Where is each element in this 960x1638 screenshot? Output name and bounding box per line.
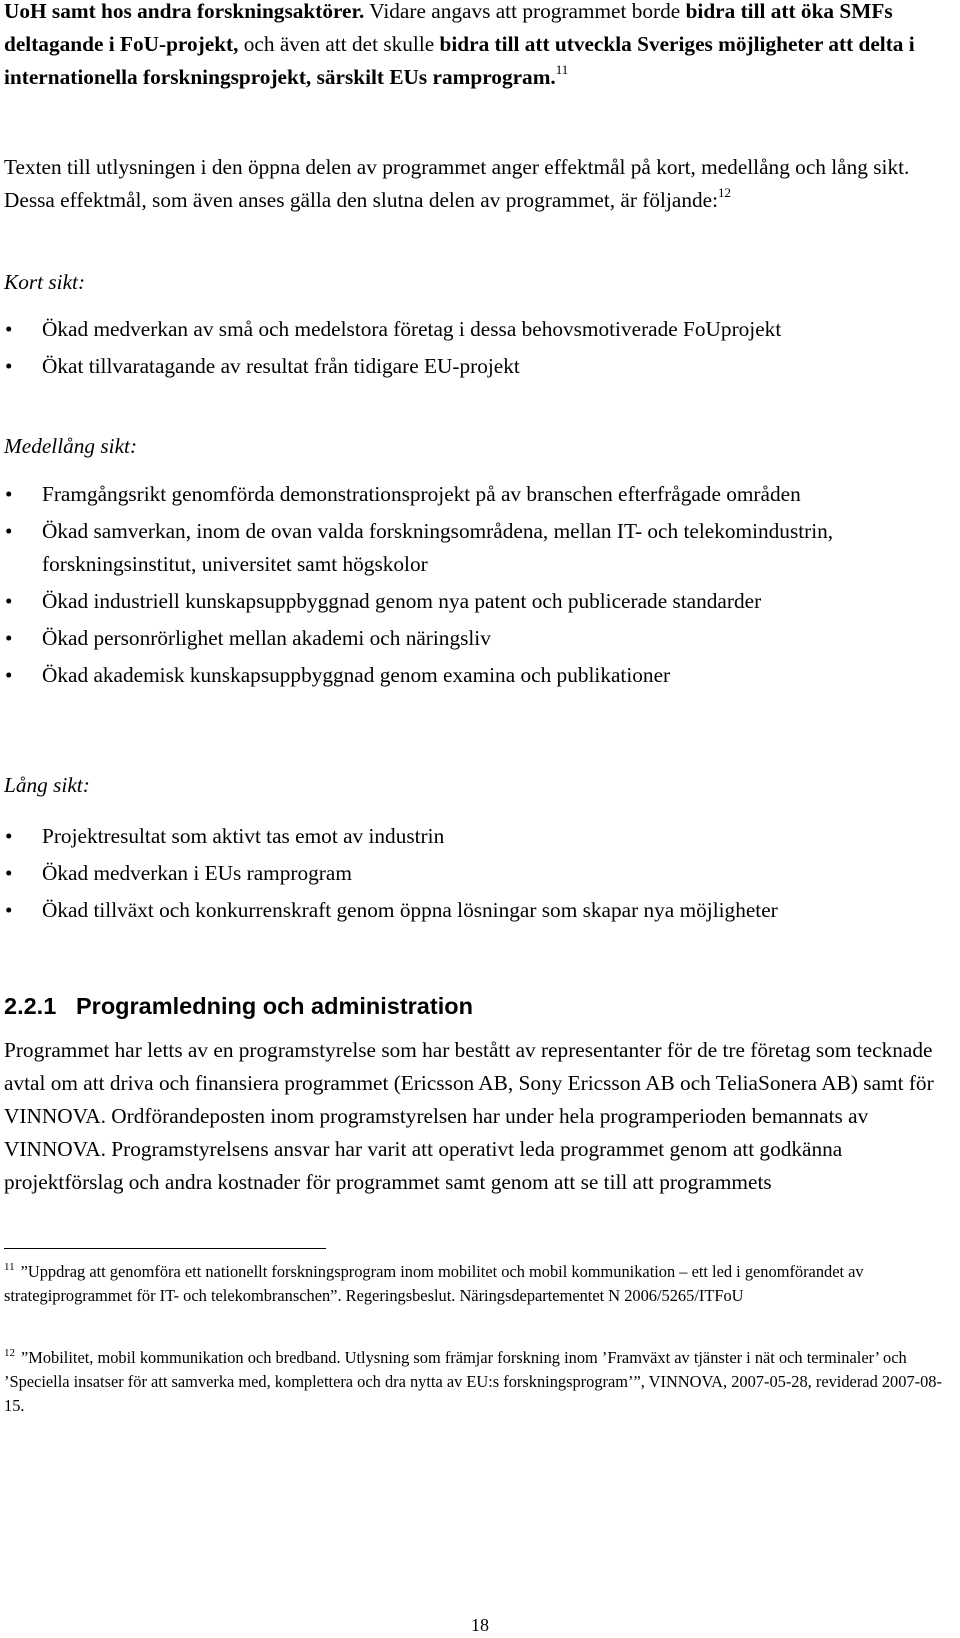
bullet-icon: • [5, 354, 13, 378]
intro-paragraph [4, 0, 956, 94]
bullet-icon: • [5, 317, 13, 341]
footnote-ref-11: 11 [555, 61, 569, 77]
program-management-paragraph: Programmet har letts av en programstyrelse som har bestått av representanter för de tre företag som tecknade avtal om att driva och finansiera programmet (Ericsson AB, Sony Ericsson AB och TeliaSonera AB) samt för VINNOVA. Ordförandeposten inom programstyrelsen har under hela programperioden bemannats av VINNOVA. Programstyrelsens ansvar har varit att operativt leda programmet genom att godkänna projektförslag och andra kostnader för programmet samt genom att se till att programmets [4, 1038, 934, 1194]
section-heading [4, 991, 956, 1021]
footnote-text: ”Mobilitet, mobil kommunikation och bredband. Utlysning som främjar forskning inom ’Framväxt av tjänster i nät och terminaler’ och ’Speciella insatser för att samverka med, komplettera och dra nytta av EU:s forskningsprogram’”, VINNOVA, 2007-05-28, reviderad 2007-08-15. [4, 1348, 942, 1415]
list-item: • Framgångsrikt genomförda demonstrationsprojekt på av branschen efterfrågade områden [4, 478, 956, 511]
intro-bold-1: bidra till att öka SMFs deltagande i FoU-projekt, [4, 0, 893, 56]
bullet-icon: • [5, 626, 13, 650]
list-item: • Ökad tillväxt och konkurrenskraft genom öppna lösningar som skapar nya möjligheter [4, 894, 956, 927]
short-term-list [4, 313, 956, 387]
footnote-12 [4, 1346, 954, 1418]
intro-bold-2: bidra till att utveckla Sveriges möjligheter att delta i internationella forskningsprojekt, särskilt EUs ramprogram. [4, 32, 915, 89]
page-number: 18 [471, 1615, 489, 1635]
effect-goals-text: Texten till utlysningen i den öppna delen av programmet anger effektmål på kort, medellång och lång sikt. Dessa effektmål, som även anses gälla den slutna delen av programmet, är följande: [4, 155, 910, 212]
section-label-short-term: Kort sikt: [4, 270, 86, 294]
bullet-icon: • [5, 589, 13, 613]
list-item: • Ökad medverkan i EUs ramprogram [4, 857, 956, 890]
list-item: • Ökad samverkan, inom de ovan valda forskningsområdena, mellan IT- och telekomindustrin, forskningsinstitut, universitet samt högskolor [4, 515, 956, 581]
section-title: Programledning och administration [76, 993, 473, 1019]
section-label-long-term: Lång sikt: [4, 773, 90, 797]
footnote-ref-12: 12 [718, 184, 731, 200]
bullet-icon: • [5, 519, 13, 543]
bullet-icon: • [5, 663, 13, 687]
bullet-icon: • [5, 824, 13, 848]
intro-text-mid: och även att det skulle [238, 32, 440, 56]
list-item: • Ökad medverkan av små och medelstora företag i dessa behovsmotiverade FoUprojekt [4, 313, 956, 346]
bullet-icon: • [5, 482, 13, 506]
list-item: • Projektresultat som aktivt tas emot av industrin [4, 820, 956, 853]
footnote-number: 12 [4, 1346, 15, 1359]
list-item: • Ökad personrörlighet mellan akademi och näringsliv [4, 622, 956, 655]
bullet-icon: • [5, 898, 13, 922]
section-label-medium-term: Medellång sikt: [4, 434, 138, 458]
list-item: • Ökat tillvaratagande av resultat från tidigare EU-projekt [4, 350, 956, 383]
footnote-text: ”Uppdrag att genomföra ett nationellt forskningsprogram inom mobilitet och mobil kommunikation – ett led i genomförandet av strategiprogrammet för IT- och telekombranschen”. Regeringsbeslut. Näringsdepartementet N 2006/5265/ITFoU [4, 1262, 864, 1305]
section-number: 2.2.1 [4, 993, 57, 1019]
long-term-list [4, 820, 956, 931]
intro-text: Vidare angavs att programmet borde [364, 0, 686, 23]
footnote-11 [4, 1260, 954, 1308]
effect-goals-paragraph [4, 151, 956, 217]
list-item: • Ökad industriell kunskapsuppbyggnad genom nya patent och publicerade standarder [4, 585, 956, 618]
footnote-number: 11 [4, 1260, 15, 1273]
list-item: • Ökad akademisk kunskapsuppbyggnad genom examina och publikationer [4, 659, 956, 692]
intro-lead: UoH samt hos andra forskningsaktörer. [4, 0, 365, 23]
medium-term-list [4, 478, 956, 696]
bullet-icon: • [5, 861, 13, 885]
footnote-divider [4, 1248, 326, 1249]
